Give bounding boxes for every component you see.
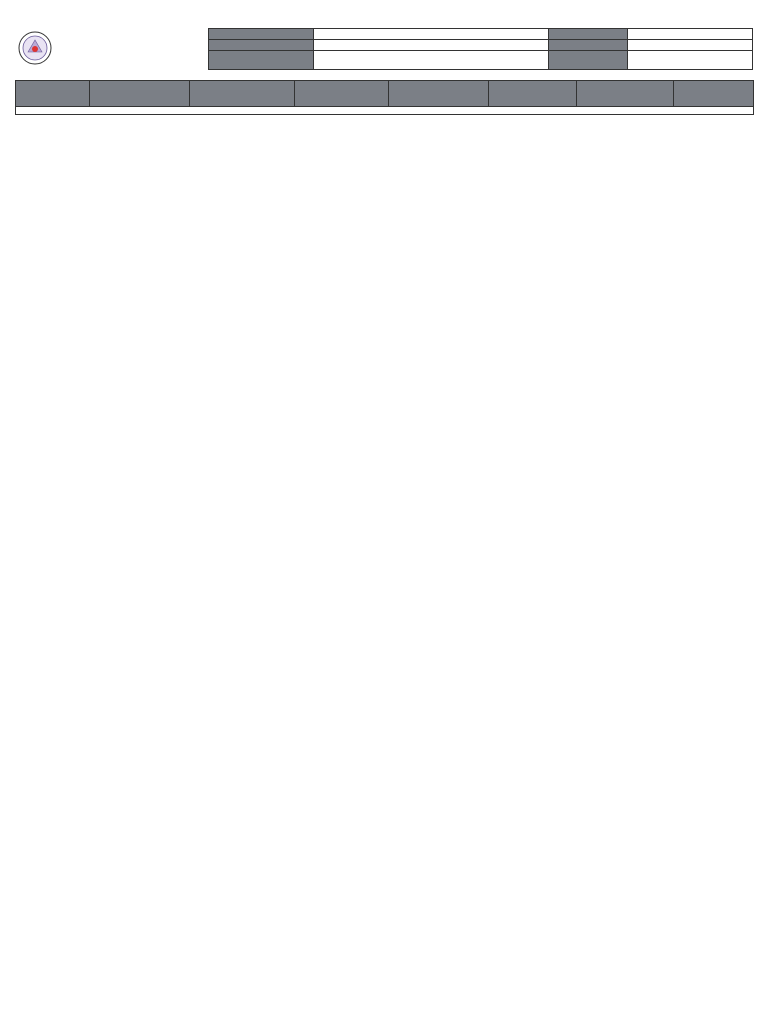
dates-value [314,51,549,70]
header [15,28,753,74]
deped-seal-icon [17,30,53,66]
col-header-filipino [577,81,674,107]
quarter-label [549,51,628,70]
grade-label [549,29,628,40]
col-header-ap [489,81,577,107]
school-value [314,29,549,40]
area-value [628,40,753,51]
corner-cell [16,81,90,107]
col-header-mtb [90,81,190,107]
teacher-label [209,40,314,51]
col-header-esp [389,81,489,107]
col-header-mapeh [674,81,754,107]
grade-value [628,29,753,40]
teacher-value [314,40,549,51]
top-lesson-table [15,80,754,115]
dates-label [209,51,314,70]
school-label [209,29,314,40]
area-label [549,40,628,51]
col-header-english [190,81,295,107]
quarter-value [628,51,753,70]
objectives-label [16,107,754,115]
header-info-table [208,28,753,70]
col-header-math [295,81,389,107]
